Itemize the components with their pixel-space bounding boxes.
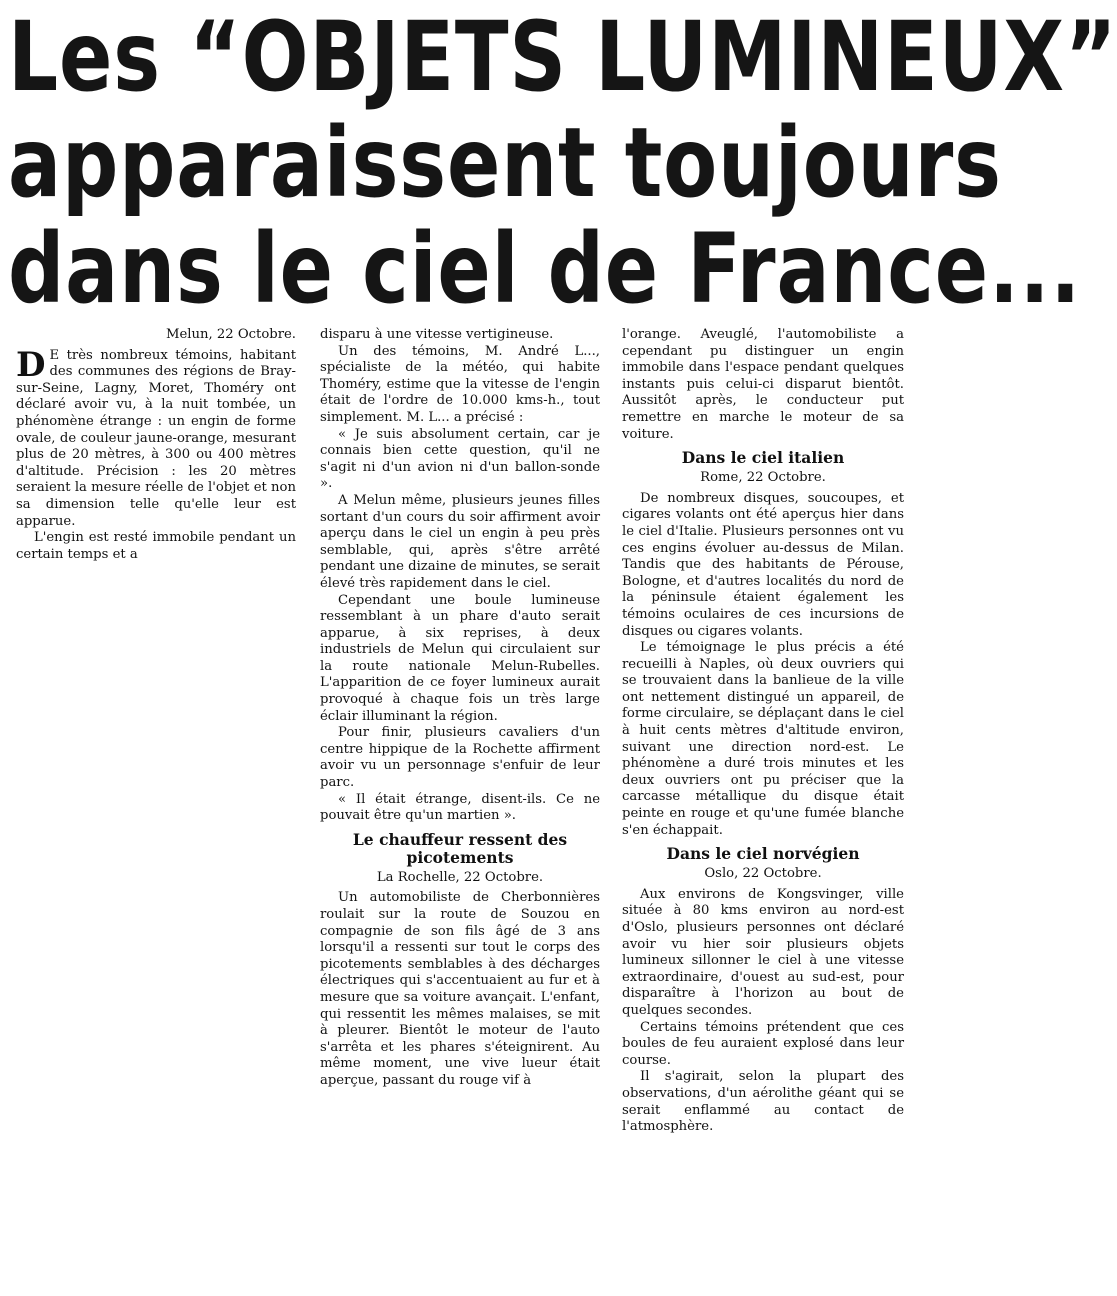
paragraph: Aux environs de Kongsvinger, ville située à 80 kms environ au nord-est d'Oslo, plusieurs personnes ont déclaré avoir vu hier soir plusieurs objets lumineux sillonner le ciel à une vitesse extraordinaire, d'ouest au sud-est, pour disparaître à l'horizon au bout de quelques secondes. bbox=[622, 886, 904, 1018]
drop-cap: D bbox=[16, 344, 46, 385]
column-3 bbox=[622, 327, 904, 1136]
paragraph: Il s'agirait, selon la plupart des observations, d'un aérolithe géant qui se serait enflammé au contact de l'atmosphère. bbox=[622, 1069, 904, 1135]
headline bbox=[8, 1, 1117, 325]
subheading-italie: Dans le ciel italien bbox=[681, 448, 845, 468]
subheading-chauffeur: Le chauffeur ressent des picotements bbox=[352, 829, 568, 867]
dateline-melun: Melun, 22 Octobre. bbox=[165, 327, 296, 342]
paragraph: L'engin est resté immobile pendant un certain temps et a bbox=[16, 530, 296, 562]
headline-line-1: Les “OBJETS LUMINEUX” bbox=[8, 1, 1117, 113]
paragraph: De nombreux disques, soucoupes, et cigares volants ont été aperçus hier dans le ciel d'Italie. Plusieurs personnes ont vu ces engins évoluer au-dessus de Milan. Tandis que des habitants de Pérouse, Bologne, et d'autres localités du nord de la péninsule étaient également les témoins oculaires de ces incursions de disques ou cigares volants. bbox=[622, 490, 904, 639]
headline-line-2: apparaissent toujours bbox=[8, 107, 1002, 219]
paragraph: Un automobiliste de Cherbonnières roulait sur la route de Souzou en compagnie de son fils âgé de 3 ans lorsqu'il a ressenti sur tout le corps des picotements semblables à des décharges électriques qui s'accentuaient au fur et à mesure que sa voiture avançait. L'enfant, qui ressentit les mêmes malaises, se mit à pleurer. Bientôt le moteur de l'auto s'arrêta et les phares s'éteignirent. Au même moment, une vive lueur était aperçue, passant du rouge vif à bbox=[320, 890, 600, 1088]
paragraph: « Je suis absolument certain, car je connais bien cette question, qu'il ne s'agit ni d'un avion ni d'un ballon-sonde ». bbox=[320, 426, 600, 492]
subheading-norvege: Dans le ciel norvégien bbox=[666, 844, 860, 864]
paragraph: Un des témoins, M. André L..., spécialiste de la météo, qui habite Thoméry, estime que la vitesse de l'engin était de l'ordre de 10.000 kms-h., tout simplement. M. L... a précisé : bbox=[320, 343, 600, 425]
paragraph-text: E très nombreux témoins, habitant des communes des régions de Bray-sur-Seine, Lagny, Moret, Thoméry ont déclaré avoir vu, à la nuit tombée, un phénomène étrange : un engin de forme ovale, de couleur jaune-orange, mesurant plus de 20 mètres, à 300 ou 400 mètres d'altitude. Précision : les 20 mètres seraient la mesure réelle de l'objet et non sa dimension telle qu'elle leur est apparue. bbox=[16, 347, 296, 529]
dateline-rome: Rome, 22 Octobre. bbox=[700, 470, 826, 486]
paragraph: Cependant une boule lumineuse ressemblant à un phare d'auto serait apparue, à six reprises, à deux industriels de Melun qui circulaient sur la route nationale Melun-Rubelles. L'apparition de ce foyer lumineux aurait provoqué à chaque fois un très large éclair illuminant la région. bbox=[320, 592, 600, 724]
paragraph: Pour finir, plusieurs cavaliers d'un centre hippique de la Rochette affirment avoir vu un personnage s'enfuir de leur parc. bbox=[320, 725, 600, 791]
paragraph: Certains témoins prétendent que ces boules de feu auraient explosé dans leur course. bbox=[622, 1019, 904, 1068]
dateline-oslo: Oslo, 22 Octobre. bbox=[704, 866, 822, 882]
column-1 bbox=[16, 327, 296, 563]
paragraph: l'orange. Aveuglé, l'automobiliste a cependant pu distinguer un engin immobile dans l'espace pendant quelques instants puis celui-ci disparut bientôt. Aussitôt après, le conducteur put remettre en marche le moteur de sa voiture. bbox=[622, 327, 904, 442]
paragraph: A Melun même, plusieurs jeunes filles sortant d'un cours du soir affirment avoir aperçu dans le ciel un engin à peu près semblable, qui, après s'être arrêté pendant une dizaine de minutes, se serait élevé très rapidement dans le ciel. bbox=[320, 492, 600, 591]
paragraph bbox=[16, 344, 296, 531]
paragraph: Le témoignage le plus précis a été recueilli à Naples, où deux ouvriers qui se trouvaient dans la banlieue de la ville ont nettement distingué un appareil, de forme circulaire, se déplaçant dans le ciel à huit cents mètres d'altitude environ, suivant une direction nord-est. Le phénomène a duré trois minutes et les deux ouvriers ont pu préciser que la carcasse métallique du disque était peinte en rouge et qu'une fumée blanche s'en échappait. bbox=[622, 640, 904, 838]
column-2 bbox=[320, 327, 600, 1090]
headline-line-3: dans le ciel de France... bbox=[8, 213, 1082, 325]
dateline-la-rochelle: La Rochelle, 22 Octobre. bbox=[376, 869, 544, 885]
paragraph: « Il était étrange, disent-ils. Ce ne pouvait être qu'un martien ». bbox=[320, 791, 600, 824]
paragraph: disparu à une vitesse vertigineuse. bbox=[320, 327, 554, 342]
